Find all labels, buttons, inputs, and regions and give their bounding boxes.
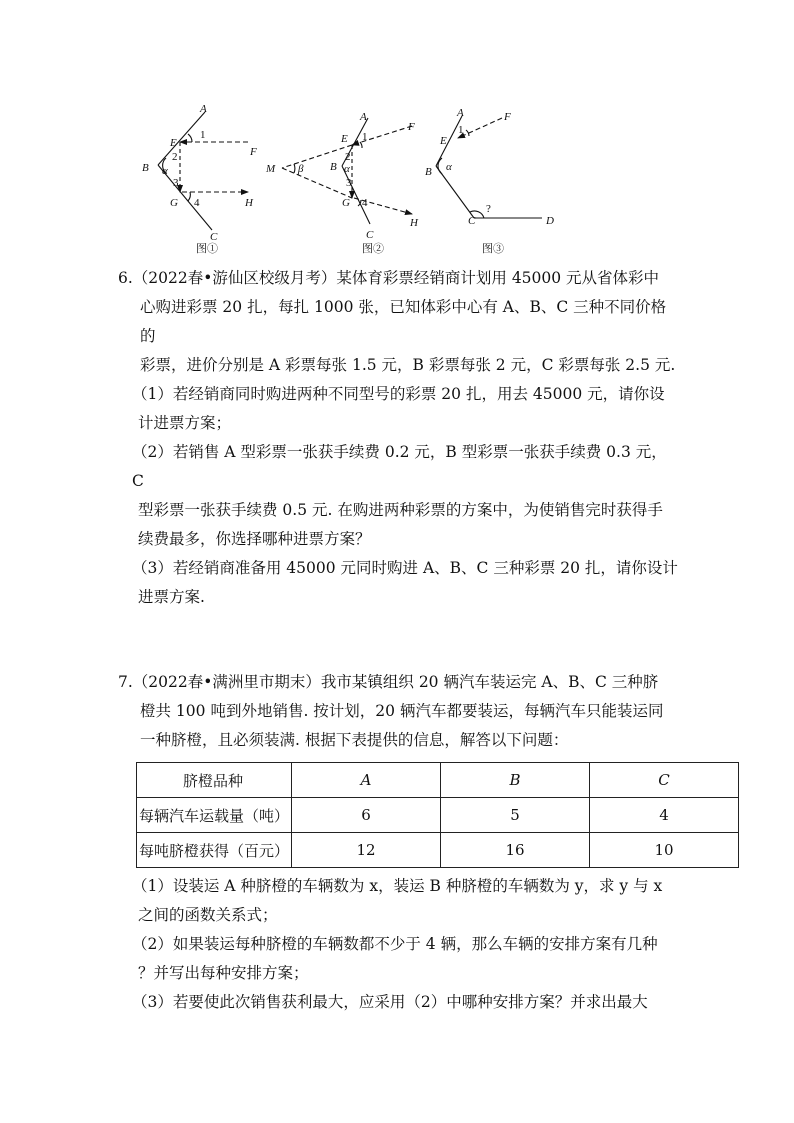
problem-7-stem-line-2: 橙共 100 吨到外地销售. 按计划，20 辆汽车都要装运，每辆汽车只能装运同: [140, 702, 664, 720]
fig2-label-c: C: [366, 229, 374, 241]
problem-7-number: 7.: [118, 673, 133, 691]
table-cell: 16: [441, 833, 590, 868]
fig3-angle-1-arc: [466, 130, 469, 136]
fig2-label-4: 4: [362, 197, 368, 209]
problem-7-questions: [118, 872, 678, 1017]
fig3-label-q: ?: [486, 203, 491, 215]
problem-6-q2-line-2: 型彩票一张获手续费 0.5 元. 在购进两种彩票的方案中，为使销售完时获得手: [138, 501, 663, 519]
table-header-a: A: [292, 763, 441, 798]
fig1-line-ab: [158, 112, 205, 165]
table-cell: 每辆汽车运载量（吨）: [137, 798, 292, 833]
fig2-caption: 图②: [362, 243, 384, 255]
fig1-label-e: E: [170, 137, 177, 149]
fig2-label-m: M: [266, 163, 276, 175]
table-cell: 每吨脐橙获得（百元）: [137, 833, 292, 868]
problem-7-stem: [118, 668, 678, 697]
table-cell: 4: [590, 798, 739, 833]
fig3-caption: 图③: [482, 243, 504, 255]
problem-6-stem-line-2: 心购进彩票 20 扎，每扎 1000 张，已知体彩中心有 A、B、C 三种不同价格的: [140, 298, 667, 345]
fig2-label-g: G: [342, 197, 350, 209]
fig2-label-3: 3: [346, 177, 352, 189]
table-cell: 5: [441, 798, 590, 833]
problem-7-q1-line-1: （1）设装运 A 种脐橙的车辆数为 x，装运 B 种脐橙的车辆数为 y，求 y 与 x: [132, 877, 663, 895]
fig3-ray-fe: [458, 118, 502, 138]
fig2-label-b: B: [330, 161, 337, 173]
problem-7: [118, 668, 678, 755]
fig1-label-h: H: [245, 197, 253, 209]
table-header-b: B: [441, 763, 590, 798]
problem-7-stem-line-1: 我市某镇组织 20 辆汽车装运完 A、B、C 三种脐: [320, 673, 659, 691]
fig3-label-e: E: [440, 135, 447, 147]
fig3-label-f: F: [504, 111, 511, 123]
fig1-label-a: A: [200, 103, 207, 115]
fig2-line-mg: [282, 168, 352, 198]
problem-6-q1-line-2: 计进票方案；: [138, 414, 232, 432]
fig1-caption: 图①: [196, 243, 218, 255]
problem-7-stem-line-3: 一种脐橙，且必须装满. 根据下表提供的信息，解答以下问题：: [140, 731, 569, 749]
table-cell: 10: [590, 833, 739, 868]
problem-6-q2-line-3: 续费最多，你选择哪种进票方案？: [138, 530, 371, 548]
figures-svg: [130, 100, 600, 260]
geometry-figures: [130, 100, 600, 260]
problem-6-stem-line-1: 某体育彩票经销商计划用 45000 元从省体彩中: [336, 269, 660, 287]
problem-7-q2-line-2: ？并写出每种安排方案；: [138, 964, 309, 982]
table-header-row: [137, 763, 739, 798]
fig2-label-h: H: [410, 217, 418, 229]
table-header-c: C: [590, 763, 739, 798]
fig3-labels: [425, 107, 554, 255]
fig2-line-em: [282, 145, 352, 168]
fig2-angle-beta-arc: [294, 164, 295, 173]
table-header-variety: 脐橙品种: [137, 763, 292, 798]
table-cell: 6: [292, 798, 441, 833]
fig1-angle-4-arc: [188, 192, 190, 201]
problem-7-q2-line-1: （2）如果装运每种脐橙的车辆数都不少于 4 辆，那么车辆的安排方案有几种: [132, 935, 658, 953]
table-row: [137, 798, 739, 833]
fig1-labels: [142, 103, 257, 255]
fig2-label-f: F: [408, 121, 415, 133]
fig3-label-alpha: α: [446, 161, 452, 173]
fig1-label-g: G: [170, 197, 178, 209]
table-cell: 12: [292, 833, 441, 868]
problem-6-q2-line-1: （2）若销售 A 型彩票一张获手续费 0.2 元，B 型彩票一张获手续费 0.3 元，C: [132, 443, 667, 490]
fig1-angle-1-arc: [188, 134, 192, 142]
problem-6-source: （2022春•游仙区校级月考）: [132, 269, 337, 287]
fig3-label-c: C: [468, 215, 476, 227]
fig2-label-alpha: α: [344, 163, 350, 175]
problem-7-source: （2022春•满洲里市期末）: [132, 673, 321, 691]
fig3-label-a: A: [457, 107, 464, 119]
fig3-label-b: B: [425, 166, 432, 178]
fig3-label-d: D: [546, 215, 554, 227]
fig1-label-f: F: [250, 146, 257, 158]
orange-info-table: [136, 762, 739, 868]
problem-6-q1-line-1: （1）若经销商同时购进两种不同型号的彩票 20 扎，用去 45000 元，请你设: [132, 385, 665, 403]
fig1-label-1: 1: [200, 129, 206, 141]
problem-6-stem-line-3: 彩票，进价分别是 A 彩票每张 1.5 元，B 彩票每张 2 元，C 彩票每张 2.5 元.: [140, 356, 676, 374]
fig1-label-4: 4: [194, 197, 200, 209]
fig2-label-beta: β: [298, 163, 304, 175]
table-row: [137, 833, 739, 868]
problem-6-q3-line-1: （3）若经销商准备用 45000 元同时购进 A、B、C 三种彩票 20 扎，请你设计: [132, 559, 678, 577]
problem-6-stem: [118, 264, 678, 293]
fig2-label-a: A: [360, 111, 367, 123]
fig2-labels: [265, 111, 419, 255]
fig1-label-alpha: α: [162, 165, 168, 177]
fig1-label-3: 3: [173, 177, 179, 189]
fig1-label-b: B: [142, 162, 149, 174]
problem-6-number: 6.: [118, 269, 133, 287]
problem-6-q3-line-2: 进票方案.: [138, 588, 205, 606]
fig1-label-c: C: [210, 231, 218, 243]
fig2-label-e: E: [341, 133, 348, 145]
fig2-label-1: 1: [362, 131, 368, 143]
problem-6: [118, 264, 678, 612]
fig3-label-1: 1: [458, 124, 464, 136]
fig1-label-2: 2: [172, 151, 178, 163]
fig2-ray-fe: [352, 126, 412, 145]
fig2-label-2: 2: [345, 151, 351, 163]
problem-7-q1-line-2: 之间的函数关系式；: [138, 906, 278, 924]
problem-7-q3-line-1: （3）若要使此次销售获利最大，应采用（2）中哪种安排方案？并求出最大: [132, 993, 648, 1011]
